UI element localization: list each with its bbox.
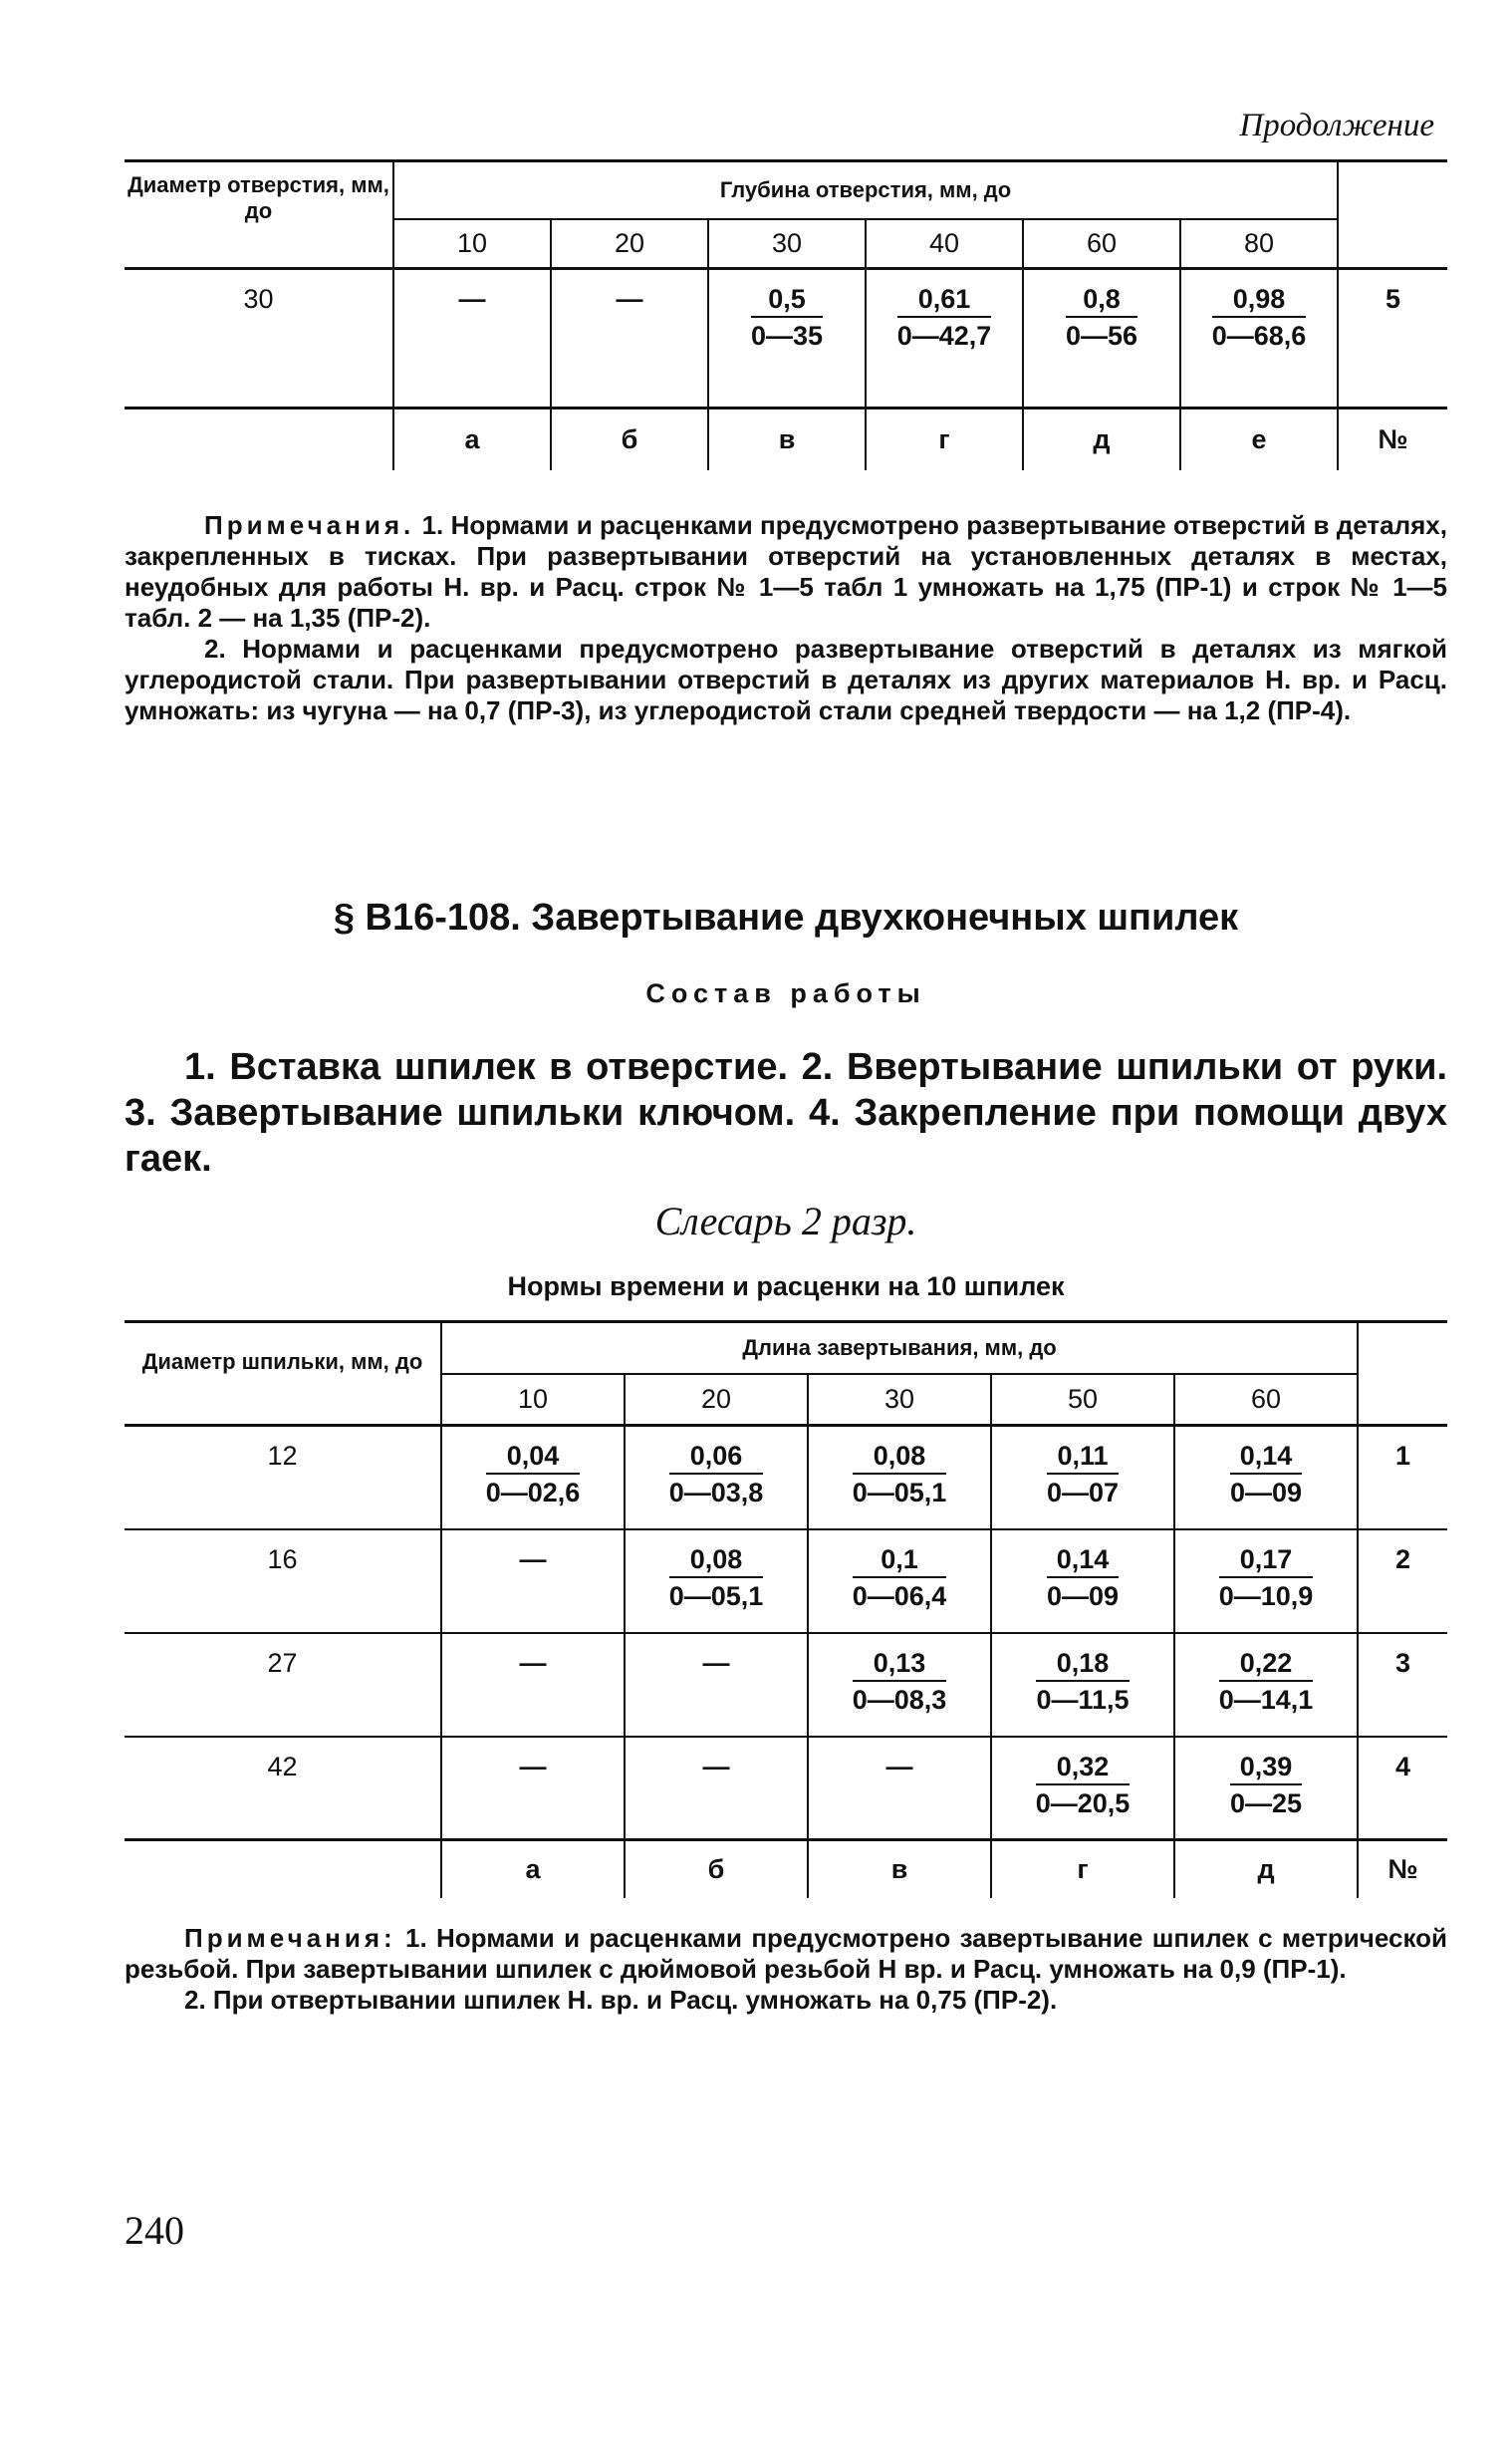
column-letter: в <box>808 1840 991 1898</box>
notes-2-label: Примечания: <box>184 1923 396 1953</box>
letter-row-blank <box>125 409 393 470</box>
column-letter: д <box>1174 1840 1358 1898</box>
table-row <box>125 1737 1447 1840</box>
rate-value: 0—07 <box>1046 1478 1120 1507</box>
time-norm: 0,14 <box>1047 1544 1119 1578</box>
fraction <box>1036 1648 1129 1715</box>
fraction <box>751 284 823 351</box>
fraction <box>853 1441 947 1507</box>
table-cell <box>551 269 708 409</box>
dash-value: — <box>885 1751 913 1781</box>
table-cell <box>808 1426 991 1529</box>
rate-value: 0—20,5 <box>1035 1787 1131 1818</box>
time-norm: 0,1 <box>853 1544 947 1578</box>
composition-text: 1. Вставка шпилек в отверстие. 2. Ввертывание шпильки от руки. 3. Завертывание шпильки ключом. 4. Закрепление при помощи двух гаек. <box>125 1046 1447 1180</box>
fraction <box>486 1441 581 1507</box>
table-cell <box>393 269 551 409</box>
table-row <box>125 1633 1447 1737</box>
table-row <box>125 1426 1447 1529</box>
column-letter: г <box>991 1840 1174 1898</box>
column-letter: г <box>866 409 1023 470</box>
table-cell <box>441 1426 625 1529</box>
depth-header-cell: 30 <box>708 219 866 269</box>
rate-value: 0—68,6 <box>1211 321 1307 351</box>
diameter-cell: 42 <box>125 1737 441 1840</box>
dash-value: — <box>519 1751 547 1781</box>
time-norm: 0,61 <box>897 284 992 318</box>
fraction <box>853 1544 947 1611</box>
rate-value: 0—06,4 <box>852 1580 947 1611</box>
length-header-cell: 30 <box>808 1374 991 1426</box>
dash-value: — <box>702 1647 730 1678</box>
table-row <box>125 1529 1447 1633</box>
letter-row-blank <box>125 1840 441 1898</box>
table-cell <box>866 269 1023 409</box>
notes-2-paragraph-2: 2. При отвертывании шпилек Н. вр. и Расц. умножать на 0,75 (ПР-2). <box>184 1985 1058 2015</box>
table-2-length-header: Длина завертывания, мм, до <box>441 1322 1358 1374</box>
rate-value: 0—11,5 <box>1036 1684 1130 1715</box>
column-letter: б <box>625 1840 808 1898</box>
table-cell <box>441 1529 625 1633</box>
row-number: 1 <box>1358 1426 1447 1529</box>
fraction <box>1219 1544 1314 1611</box>
rate-value: 0—02,6 <box>485 1478 581 1507</box>
worker-grade: Слесарь 2 разр. <box>654 1199 917 1243</box>
diameter-cell: 27 <box>125 1633 441 1737</box>
time-norm: 0,08 <box>669 1544 764 1578</box>
table-cell <box>1174 1737 1358 1840</box>
table-1-number-header <box>1338 161 1447 269</box>
length-header-cell: 10 <box>441 1374 625 1426</box>
fraction <box>669 1441 764 1507</box>
fraction <box>1066 284 1137 351</box>
time-norm: 0,13 <box>853 1648 947 1682</box>
row-number: 2 <box>1358 1529 1447 1633</box>
table-cell <box>625 1737 808 1840</box>
rate-value: 0—25 <box>1229 1787 1303 1818</box>
section-title: § В16-108. Завертывание двухконечных шпилек <box>333 897 1239 939</box>
diameter-cell: 12 <box>267 1441 298 1471</box>
rate-value: 0—10,9 <box>1218 1580 1314 1611</box>
table-1-depth-header: Глубина отверстия, мм, до <box>393 161 1338 219</box>
diameter-cell: 16 <box>125 1529 441 1633</box>
column-letter: а <box>393 409 551 470</box>
rate-value: 0—05,1 <box>668 1580 764 1611</box>
table-cell <box>441 1633 625 1737</box>
table-cell <box>808 1737 991 1840</box>
dash-value: — <box>702 1751 730 1781</box>
depth-header-cell: 20 <box>551 219 708 269</box>
column-letter: а <box>441 1840 625 1898</box>
table-cell <box>708 269 866 409</box>
table-2 <box>125 1320 1447 1898</box>
time-norm: 0,5 <box>751 284 823 318</box>
notes-1-paragraph-1: 1. Нормами и расценками предусмотрено развертывание отверстий в деталях, закрепленных в тисках. При развертывании отверстий на установленных деталях в местах, неудобных для работы Н. вр. и Расц. строк № 1—5 табл 1 умножать на 1,75 (ПР-1) и строк № 1—5 табл. 2 — на 1,35 (ПР-2). <box>125 510 1447 633</box>
table-cell <box>441 1737 625 1840</box>
table-2-diameter-header: Диаметр шпильки, мм, до <box>125 1322 441 1426</box>
continued-label: Продолжение <box>1239 108 1434 143</box>
table-cell <box>991 1529 1174 1633</box>
fraction <box>1230 1752 1302 1818</box>
notes-2 <box>125 1923 1447 2016</box>
column-letter: е <box>1180 409 1338 470</box>
fraction <box>1047 1441 1119 1507</box>
depth-header-cell: 80 <box>1180 219 1338 269</box>
fraction <box>1036 1752 1131 1818</box>
table-cell <box>1174 1633 1358 1737</box>
time-norm: 0,39 <box>1230 1752 1302 1785</box>
depth-header-cell: 40 <box>866 219 1023 269</box>
time-norm: 0,08 <box>853 1441 947 1475</box>
fraction <box>1212 284 1307 351</box>
rate-value: 0—35 <box>750 321 824 351</box>
table-cell <box>625 1426 808 1529</box>
table-cell <box>991 1426 1174 1529</box>
table-1 <box>125 159 1447 470</box>
row-number: 4 <box>1358 1737 1447 1840</box>
table-cell <box>1174 1426 1358 1529</box>
notes-1 <box>125 510 1447 726</box>
fraction <box>669 1544 764 1611</box>
time-norm: 0,04 <box>486 1441 581 1475</box>
time-norm: 0,11 <box>1047 1441 1119 1475</box>
dash-value: — <box>458 284 486 314</box>
row-number: 5 <box>1338 269 1447 409</box>
time-norm: 0,17 <box>1219 1544 1314 1578</box>
depth-header-cell: 60 <box>1023 219 1180 269</box>
time-norm: 0,14 <box>1230 1441 1302 1475</box>
table-cell <box>808 1529 991 1633</box>
rate-value: 0—05,1 <box>852 1478 947 1507</box>
rate-value: 0—14,1 <box>1218 1684 1314 1715</box>
rate-value: 0—03,8 <box>668 1478 764 1507</box>
fraction <box>897 284 992 351</box>
notes-1-label: Примечания. <box>204 510 415 540</box>
number-symbol: № <box>1338 409 1447 470</box>
notes-1-paragraph-2: 2. Нормами и расценками предусмотрено развертывание отверстий в деталях из мягкой углеродистой стали. При развертывании отверстий в деталях из других материалов Н. вр. и Расц. умножать: из чугуна — на 0,7 (ПР-3), из углеродистой стали средней твердости — на 1,2 (ПР-4). <box>125 634 1447 725</box>
table-1-diameter-header: Диаметр отверстия, мм, до <box>125 161 393 269</box>
table-cell <box>1023 269 1180 409</box>
table-caption: Нормы времени и расценки на 10 шпилек <box>507 1271 1065 1301</box>
rate-value: 0—42,7 <box>896 321 992 351</box>
table-cell <box>991 1737 1174 1840</box>
length-header-cell: 60 <box>1174 1374 1358 1426</box>
time-norm: 0,98 <box>1212 284 1307 318</box>
table-cell <box>991 1633 1174 1737</box>
column-letter: б <box>551 409 708 470</box>
column-letter: д <box>1023 409 1180 470</box>
table-cell <box>1174 1529 1358 1633</box>
composition-heading: Состав работы <box>645 978 926 1008</box>
dash-value: — <box>519 1543 547 1574</box>
time-norm: 0,22 <box>1219 1648 1314 1682</box>
rate-value: 0—09 <box>1046 1580 1120 1611</box>
fraction <box>853 1648 947 1715</box>
fraction <box>1219 1648 1314 1715</box>
depth-header-cell: 10 <box>393 219 551 269</box>
table-2-number-header <box>1358 1322 1447 1426</box>
time-norm: 0,8 <box>1066 284 1137 318</box>
diameter-cell: 30 <box>243 284 274 314</box>
number-symbol: № <box>1358 1840 1447 1898</box>
length-header-cell: 50 <box>991 1374 1174 1426</box>
rate-value: 0—09 <box>1229 1478 1303 1507</box>
table-cell <box>1180 269 1338 409</box>
fraction <box>1047 1544 1119 1611</box>
dash-value: — <box>519 1647 547 1678</box>
dash-value: — <box>616 284 643 314</box>
notes-2-paragraph-1: 1. Нормами и расценками предусмотрено завертывание шпилек с метрической резьбой. При завертывании шпилек с дюймовой резьбой Н вр. и Расц. умножать на 0,9 (ПР-1). <box>125 1923 1447 1984</box>
table-cell <box>808 1633 991 1737</box>
length-header-cell: 20 <box>625 1374 808 1426</box>
rate-value: 0—08,3 <box>852 1684 947 1715</box>
fraction <box>1230 1441 1302 1507</box>
time-norm: 0,18 <box>1036 1648 1129 1682</box>
time-norm: 0,06 <box>669 1441 764 1475</box>
page-number: 240 <box>125 2208 184 2253</box>
table-cell <box>625 1529 808 1633</box>
row-number: 3 <box>1358 1633 1447 1737</box>
table-cell <box>625 1633 808 1737</box>
column-letter: в <box>708 409 866 470</box>
rate-value: 0—56 <box>1065 321 1138 351</box>
time-norm: 0,32 <box>1036 1752 1131 1785</box>
